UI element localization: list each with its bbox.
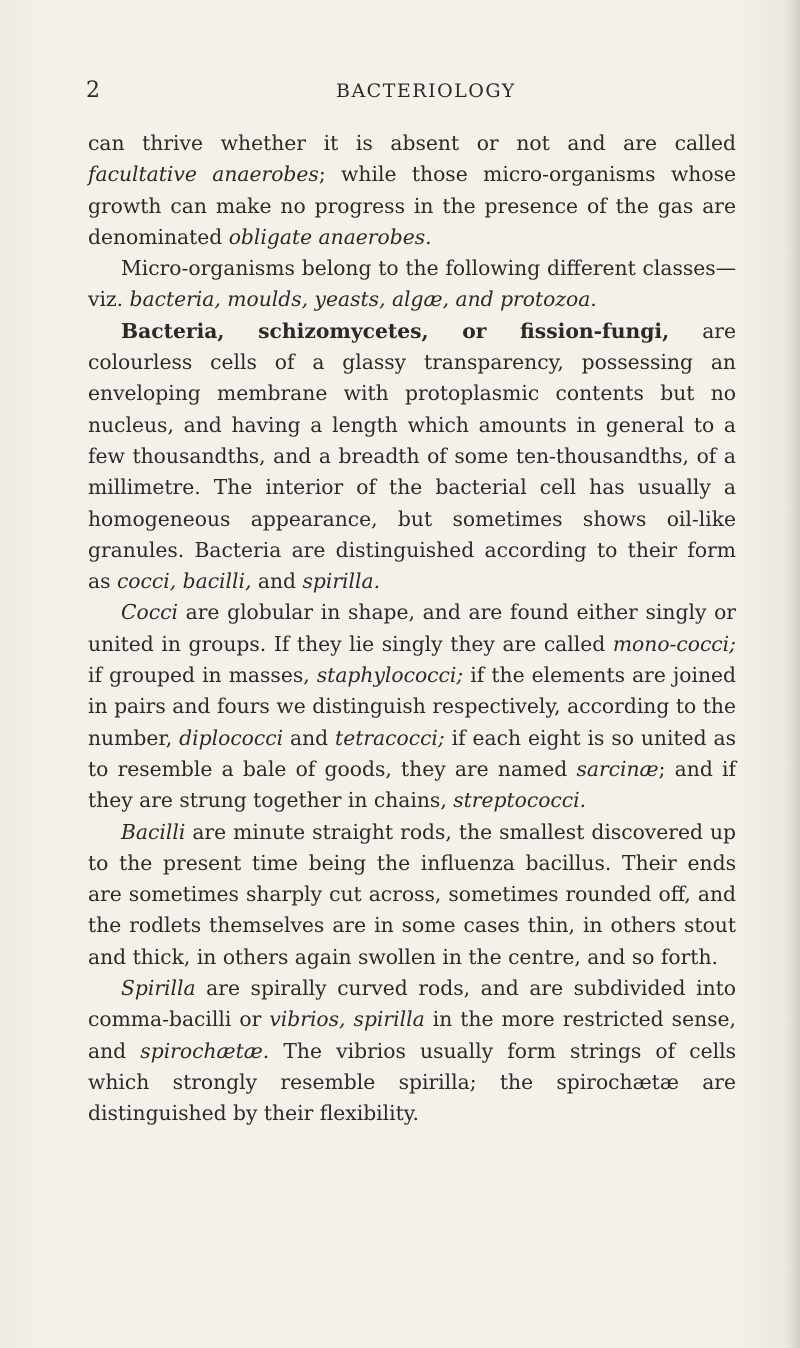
- page-edge-shadow: [786, 0, 800, 1348]
- page-number: 2: [86, 78, 100, 103]
- paragraph: [88, 128, 736, 253]
- page-header: [86, 78, 728, 108]
- italic-term: sarcinæ: [576, 756, 659, 781]
- running-head: BACTERIOLOGY: [336, 80, 516, 102]
- italic-term: streptococci.: [453, 788, 587, 813]
- text-run: and: [251, 569, 303, 594]
- text-run: ; and if they are strung together in chains,: [88, 756, 736, 813]
- text-run: ; while those micro-organisms whose growth can make no progress in the presence of the gas are denominated: [88, 162, 736, 249]
- paragraph: [88, 973, 736, 1129]
- text-run: are spirally curved rods, and are subdivided into comma-bacilli or: [88, 976, 736, 1032]
- text-run: The vibrios usually form strings of cells which strongly resemble spirilla; the spirochætæ are distinguished by their flexibility.: [88, 1038, 736, 1126]
- paragraph: [88, 253, 736, 316]
- text-run: and: [283, 725, 336, 750]
- italic-term: spirochætæ.: [140, 1038, 270, 1063]
- text-run: Micro-organisms belong to the following different classes—viz.: [88, 256, 736, 312]
- text-run: in the more restricted sense, and: [88, 1007, 736, 1063]
- italic-term: cocci, bacilli,: [116, 569, 252, 594]
- paragraph: [88, 597, 736, 816]
- italic-term: facultative anaerobes: [88, 162, 319, 187]
- paragraph: [88, 817, 736, 973]
- italic-term: staphylococci;: [316, 663, 464, 688]
- bold-term: Bacteria, schizomycetes, or fission-fungi,: [121, 318, 670, 343]
- paragraph: [88, 316, 736, 598]
- text-run: if each eight is so united as to resemble a bale of goods, they are named: [88, 725, 737, 781]
- italic-term: tetracocci;: [335, 725, 445, 750]
- italic-term: Cocci: [121, 600, 178, 625]
- italic-term: Spirilla: [121, 976, 196, 1001]
- text-body: [88, 128, 736, 1130]
- italic-term: obligate anaerobes.: [228, 224, 432, 249]
- text-run: if grouped in masses,: [88, 663, 317, 688]
- italic-term: Bacilli: [121, 819, 186, 844]
- italic-term: bacteria, moulds, yeasts, algæ, and protozoa.: [129, 287, 597, 312]
- italic-term: vibrios, spirilla: [269, 1007, 425, 1032]
- italic-term: spirilla.: [302, 569, 381, 594]
- text-run: are colourless cells of a glassy transparency, possessing an enveloping membrane with protoplasmic contents but no nucleus, and having a length which amounts in general to a few thousandths, and a breadth of some ten-thousandths, of a millimetre. The interior of the bacterial cell has usually a homogeneous appearance, but sometimes shows oil-like granules. Bacteria are distinguished according to their form as: [88, 318, 736, 594]
- text-run: are globular in shape, and are found either singly or united in groups. If they lie singly they are called: [88, 600, 736, 656]
- italic-term: diplococci: [179, 725, 284, 750]
- text-run: can thrive whether it is absent or not and are called: [88, 131, 736, 155]
- italic-term: mono-cocci;: [612, 631, 736, 656]
- text-run: if the elements are joined in pairs and fours we distinguish respectively, according to the number,: [88, 663, 736, 750]
- text-run: are minute straight rods, the smallest discovered up to the present time being the influenza bacillus. Their ends are sometimes sharply cut across, sometimes rounded off, and the rodlets themselves are in some cases thin, in others stout and thick, in others again swollen in the centre, and so forth.: [88, 819, 736, 969]
